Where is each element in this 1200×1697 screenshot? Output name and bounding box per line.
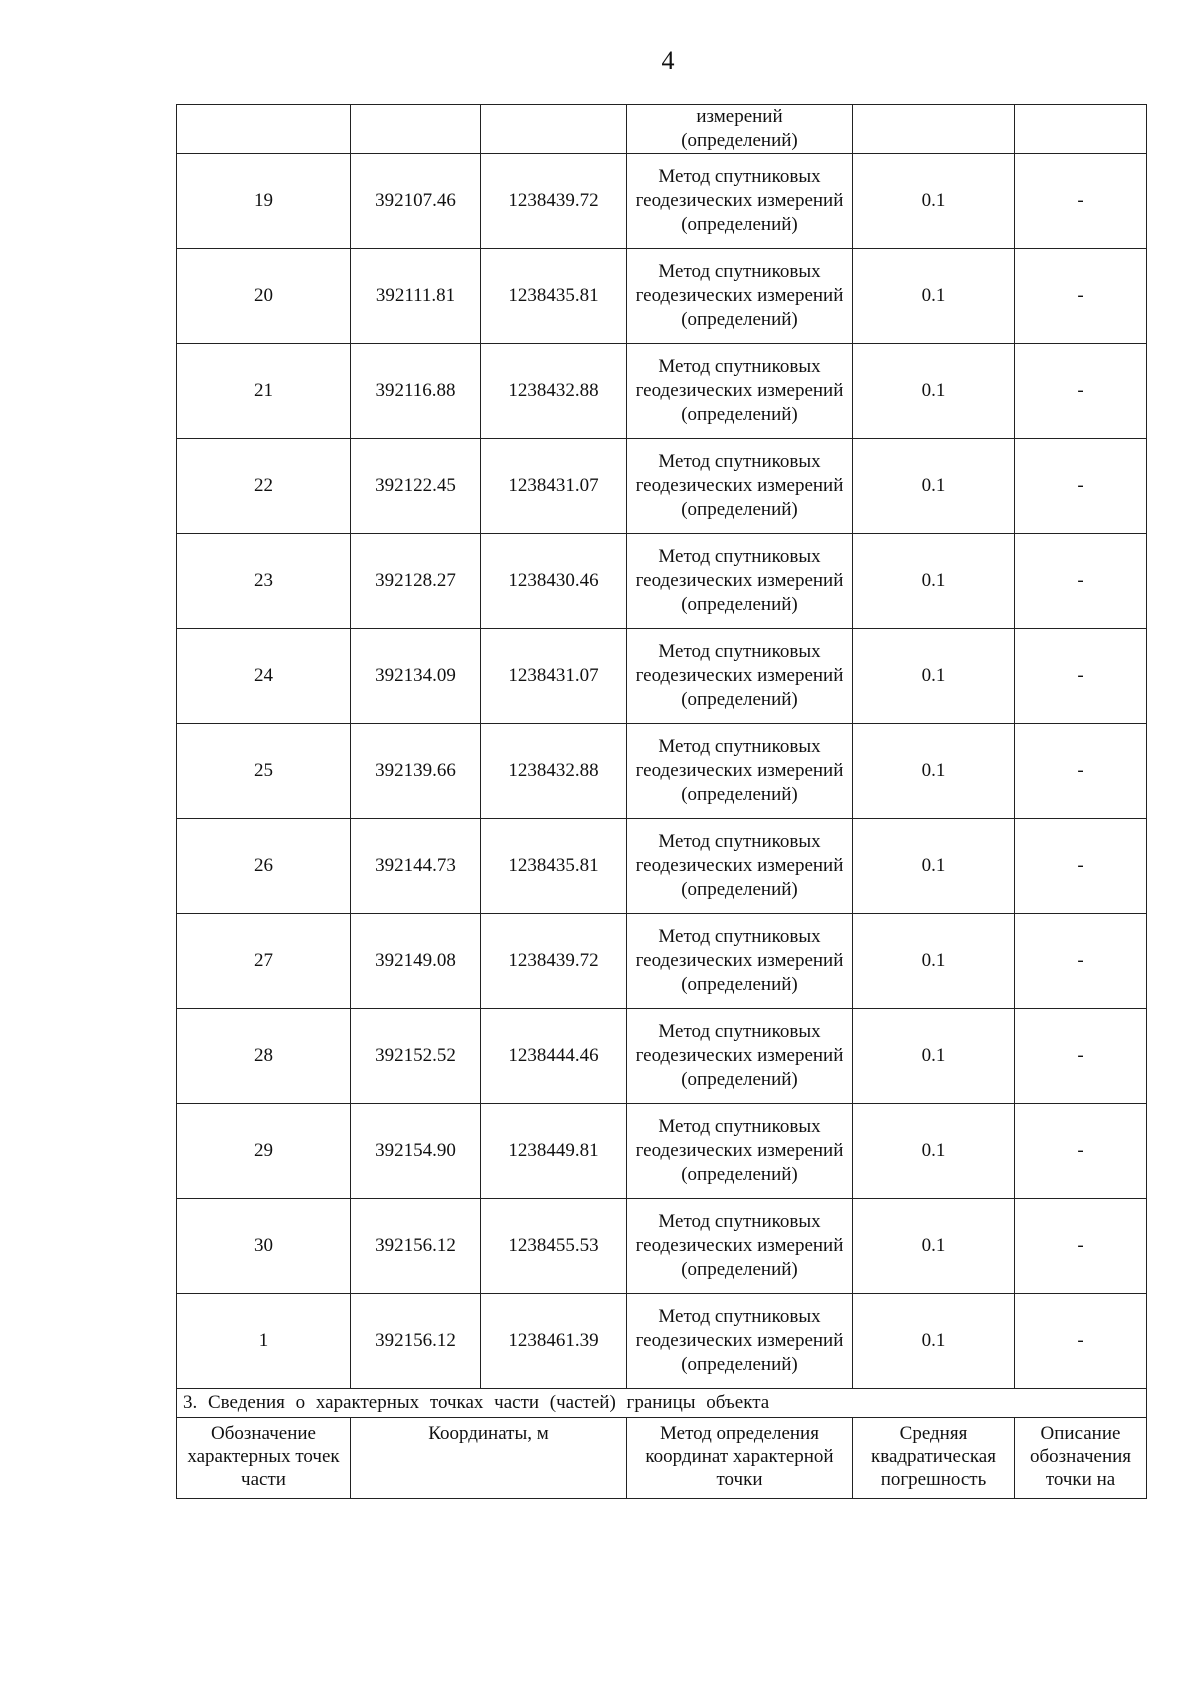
cell-method: Метод спутниковых геодезических измерений (определений) (627, 1199, 853, 1294)
cell-error: 0.1 (853, 1009, 1015, 1104)
section-title: 3. Сведения о характерных точках части (частей) границы объекта (177, 1389, 1147, 1418)
cell-point: 28 (177, 1009, 351, 1104)
cell-method: Метод спутниковых геодезических измерений (определений) (627, 344, 853, 439)
cell-y: 1238435.81 (481, 249, 627, 344)
cell-description: - (1015, 1199, 1147, 1294)
cell-x: 392122.45 (351, 439, 481, 534)
cell-description: - (1015, 534, 1147, 629)
cell-description: - (1015, 1104, 1147, 1199)
cell-x: 392156.12 (351, 1199, 481, 1294)
table-row (177, 629, 1147, 724)
cell-description (1015, 105, 1147, 154)
cell-point: 29 (177, 1104, 351, 1199)
cell-method: Метод спутниковых геодезических измерений (определений) (627, 819, 853, 914)
cell-method (627, 105, 853, 154)
cell-x: 392111.81 (351, 249, 481, 344)
cell-error: 0.1 (853, 1104, 1015, 1199)
table-row (177, 534, 1147, 629)
cell-x: 392128.27 (351, 534, 481, 629)
header-method: Метод определения координат характерной точки (627, 1418, 853, 1499)
cell-x: 392144.73 (351, 819, 481, 914)
table-row (177, 154, 1147, 249)
cell-y: 1238461.39 (481, 1294, 627, 1389)
cell-x: 392152.52 (351, 1009, 481, 1104)
cell-y: 1238435.81 (481, 819, 627, 914)
table-row (177, 1104, 1147, 1199)
cell-description: - (1015, 1009, 1147, 1104)
cell-y: 1238430.46 (481, 534, 627, 629)
cell-description: - (1015, 629, 1147, 724)
cell-x (351, 105, 481, 154)
cell-y: 1238432.88 (481, 344, 627, 439)
boundary-points-table (176, 104, 1147, 1499)
page-number (0, 46, 1200, 76)
cell-x: 392107.46 (351, 154, 481, 249)
cell-y: 1238432.88 (481, 724, 627, 819)
cell-error (853, 105, 1015, 154)
cell-method: Метод спутниковых геодезических измерений (определений) (627, 249, 853, 344)
cell-error: 0.1 (853, 439, 1015, 534)
cell-point: 21 (177, 344, 351, 439)
section-row (177, 1389, 1147, 1418)
table-row (177, 439, 1147, 534)
cell-error: 0.1 (853, 534, 1015, 629)
cell-description: - (1015, 1294, 1147, 1389)
cell-point: 26 (177, 819, 351, 914)
cell-point: 23 (177, 534, 351, 629)
cell-point: 22 (177, 439, 351, 534)
cell-error: 0.1 (853, 914, 1015, 1009)
table-row (177, 344, 1147, 439)
cell-x: 392139.66 (351, 724, 481, 819)
cell-method: Метод спутниковых геодезических измерений (определений) (627, 534, 853, 629)
cell-error: 0.1 (853, 819, 1015, 914)
table-row (177, 1294, 1147, 1389)
header-error: Средняя квадратическая погрешность (853, 1418, 1015, 1499)
cell-x: 392116.88 (351, 344, 481, 439)
cell-y: 1238439.72 (481, 914, 627, 1009)
cell-description: - (1015, 439, 1147, 534)
cell-y: 1238449.81 (481, 1104, 627, 1199)
table-row (177, 1199, 1147, 1294)
cell-point: 19 (177, 154, 351, 249)
cell-method: Метод спутниковых геодезических измерений (определений) (627, 1294, 853, 1389)
cell-description: - (1015, 819, 1147, 914)
cell-method: Метод спутниковых геодезических измерений (определений) (627, 1104, 853, 1199)
table-row (177, 819, 1147, 914)
cell-description: - (1015, 249, 1147, 344)
header-description: Описание обозначения точки на (1015, 1418, 1147, 1499)
cell-error: 0.1 (853, 344, 1015, 439)
cell-point: 27 (177, 914, 351, 1009)
header-coords: Координаты, м (351, 1418, 627, 1499)
method-text: измерений (определений) (681, 106, 798, 151)
header-row (177, 1418, 1147, 1499)
cell-description: - (1015, 154, 1147, 249)
cell-x: 392134.09 (351, 629, 481, 724)
cell-error: 0.1 (853, 724, 1015, 819)
table-row-continued (177, 105, 1147, 154)
cell-error: 0.1 (853, 249, 1015, 344)
cell-y: 1238444.46 (481, 1009, 627, 1104)
cell-y: 1238455.53 (481, 1199, 627, 1294)
table-row (177, 914, 1147, 1009)
cell-method: Метод спутниковых геодезических измерений (определений) (627, 914, 853, 1009)
cell-x: 392154.90 (351, 1104, 481, 1199)
cell-point: 25 (177, 724, 351, 819)
cell-point: 24 (177, 629, 351, 724)
cell-y: 1238431.07 (481, 439, 627, 534)
cell-y: 1238439.72 (481, 154, 627, 249)
cell-description: - (1015, 914, 1147, 1009)
cell-point (177, 105, 351, 154)
cell-description: - (1015, 344, 1147, 439)
cell-method: Метод спутниковых геодезических измерений (определений) (627, 724, 853, 819)
cell-method: Метод спутниковых геодезических измерений (определений) (627, 439, 853, 534)
table-body (177, 105, 1147, 1499)
header-point: Обозначение характерных точек части (177, 1418, 351, 1499)
table-row (177, 1009, 1147, 1104)
cell-method: Метод спутниковых геодезических измерений (определений) (627, 1009, 853, 1104)
table-row (177, 249, 1147, 344)
page-number-text: 4 (661, 46, 675, 75)
cell-error: 0.1 (853, 154, 1015, 249)
cell-point: 1 (177, 1294, 351, 1389)
table-row (177, 724, 1147, 819)
cell-method: Метод спутниковых геодезических измерений (определений) (627, 629, 853, 724)
cell-x: 392149.08 (351, 914, 481, 1009)
cell-y (481, 105, 627, 154)
cell-error: 0.1 (853, 1199, 1015, 1294)
cell-point: 30 (177, 1199, 351, 1294)
cell-description: - (1015, 724, 1147, 819)
cell-point: 20 (177, 249, 351, 344)
cell-y: 1238431.07 (481, 629, 627, 724)
cell-x: 392156.12 (351, 1294, 481, 1389)
cell-error: 0.1 (853, 1294, 1015, 1389)
cell-method: Метод спутниковых геодезических измерений (определений) (627, 154, 853, 249)
cell-error: 0.1 (853, 629, 1015, 724)
